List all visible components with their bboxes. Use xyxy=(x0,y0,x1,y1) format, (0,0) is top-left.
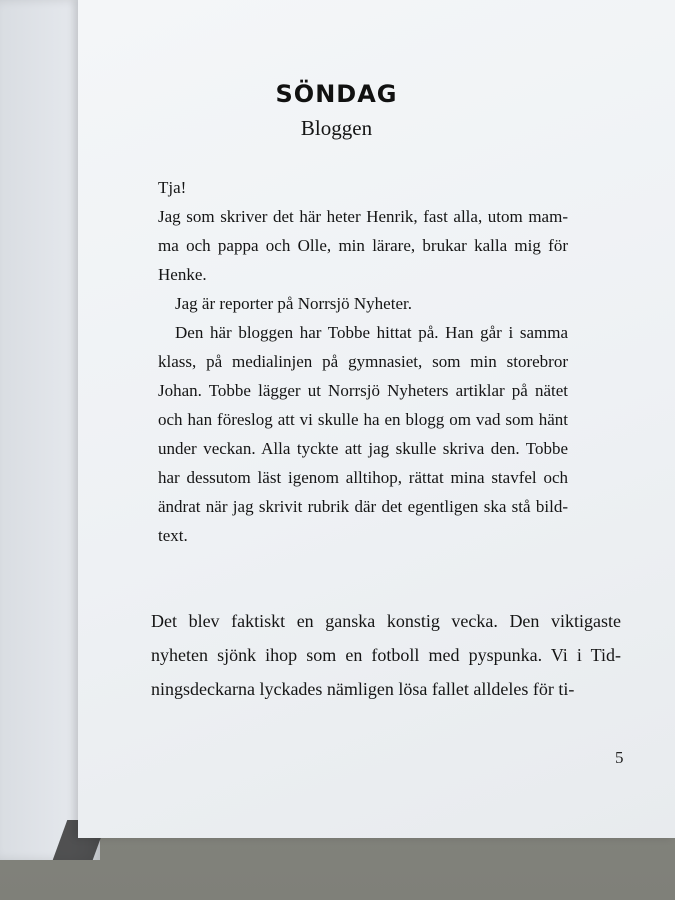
paragraph: Jag som skriver det här heter Henrik, fast alla, utom mamma och pappa och Olle, min lärare, brukar kalla mig för Henke. xyxy=(158,207,568,284)
main-text xyxy=(151,604,621,706)
greeting: Tja! xyxy=(158,178,187,197)
blog-intro-text xyxy=(158,173,568,550)
chapter-subtitle: Bloggen xyxy=(300,116,373,140)
paragraph: Jag är reporter på Norrsjö Nyheter. xyxy=(175,294,412,313)
chapter-title: SÖNDAG xyxy=(275,80,398,108)
page-number: 5 xyxy=(615,748,624,767)
paragraph: Det blev faktiskt en ganska konstig vecka. Den viktigaste nyheten sjönk ihop som en fotboll med pyspunka. Vi i Tidningsdeckarna lyckades nämligen lösa fallet alldeles för ti- xyxy=(151,611,621,699)
paragraph: Den här bloggen har Tobbe hittat på. Han går i samma klass, på medialinjen på gymnasiet, som min storebror Johan. Tobbe lägger ut Norrsjö Nyheters artiklar på nätet och han föreslog att vi skulle ha en blogg om vad som hänt under veckan. Alla tyckte att jag skulle skriva den. Tobbe har dessutom läst igenom alltihop, rättat mina stavfel och ändrat när jag skrivit rubrik där det egentligen ska stå bildtext. xyxy=(158,323,568,545)
book-page xyxy=(78,0,675,838)
